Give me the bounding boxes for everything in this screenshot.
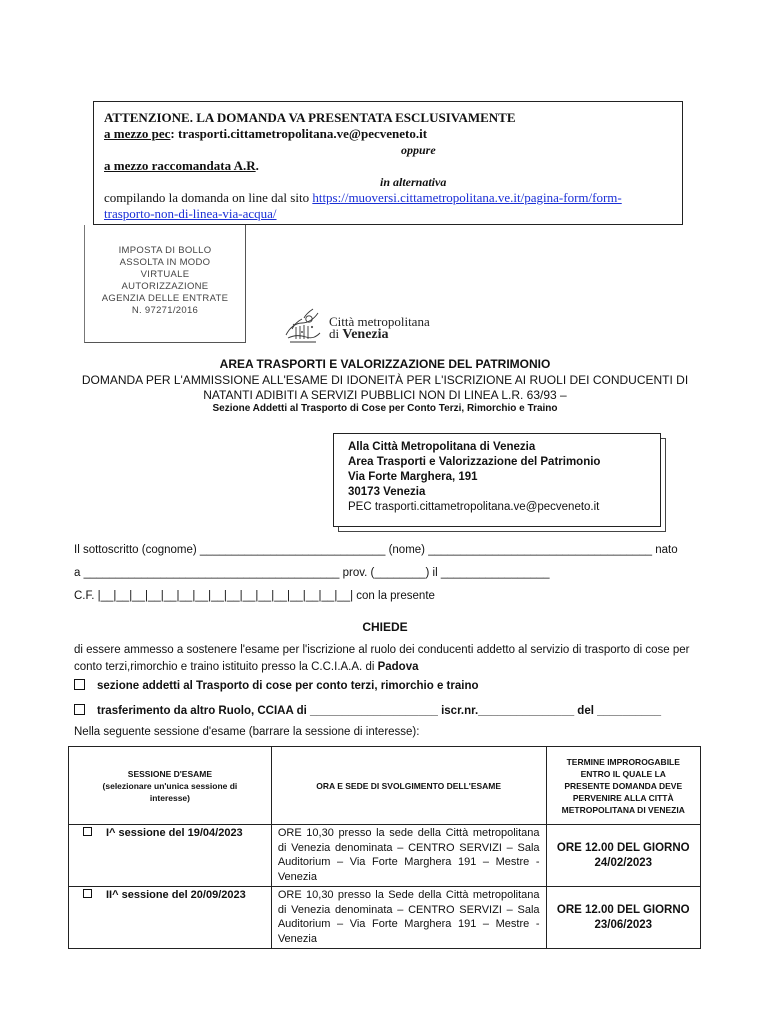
session-intro: Nella seguente sessione d'esame (barrare la sessione di interesse): (74, 726, 420, 738)
deadline-date: 24/02/2023 (594, 856, 653, 869)
attention-box (93, 101, 683, 225)
domanda-line2: NATANTI ADIBITI A SERVIZI PUBBLICI NON DI LINEA L.R. 63/93 – (203, 388, 567, 402)
header-place: ORA E SEDE DI SVOLGIMENTO DELL'ESAME (271, 747, 546, 825)
city-logo (282, 305, 462, 345)
section-subtitle: Sezione Addetti al Trasporto di Cose per Conto Terzi, Rimorchio e Traino (212, 403, 558, 414)
attention-link-line2 (104, 206, 672, 222)
attention-online-line (104, 190, 672, 206)
raccomandata-label: a mezzo raccomandata A.R (104, 158, 256, 173)
domanda-line1: DOMANDA PER L'AMMISSIONE ALL'ESAME DI IDONEITÀ PER L'ISCRIZIONE AI RUOLI DEI CONDUCENTI DI (81, 373, 689, 387)
stamp-line: N. 97271/2016 (131, 305, 199, 316)
deadline-text: ORE 12.00 DEL GIORNO (556, 841, 690, 854)
checkbox-icon[interactable] (74, 704, 85, 715)
request-text: di essere ammesso a sostenere l'esame per l'iscrizione al ruolo dei conducenti addetto al servizio di trasporto di cose per conto terzi,rimorchio e traino istituito presso la C.C.I.A.A. di (74, 644, 690, 673)
checkbox-icon[interactable] (83, 889, 92, 898)
sessions-table (68, 746, 701, 949)
deadline-text: ORE 12.00 DEL GIORNO (556, 903, 690, 916)
address-line: Alla Città Metropolitana di Venezia (348, 441, 536, 453)
table-row (69, 825, 701, 887)
raccomandata-end: . (255, 158, 259, 173)
form-link-continued[interactable]: trasporto-non-di-linea-via-acqua/ (104, 206, 277, 221)
address-line: Via Forte Marghera, 191 (348, 471, 478, 483)
table-row (69, 887, 701, 949)
deadline-cell (546, 887, 700, 949)
address-box (333, 433, 661, 527)
header-text: METROPOLITANA DI VENEZIA (561, 804, 685, 815)
attention-title: ATTENZIONE. LA DOMANDA VA PRESENTATA ESCLUSIVAMENTE (104, 110, 516, 125)
header-session (69, 747, 272, 825)
logo-line2 (329, 328, 430, 341)
place-cell: ORE 10,30 presso la Sede della Città metropolitana di Venezia denominata – CENTRO SERVIZI – Sala Auditorium – Via Forte Marghera 191 – Mestre - Venezia (271, 887, 546, 949)
deadline-cell (546, 825, 700, 887)
option-label: trasferimento da altro Ruolo, CCIAA di ____________________ iscr.nr._______________ del __________ (97, 705, 662, 717)
request-city: Padova (377, 661, 419, 673)
session-cell[interactable] (69, 887, 272, 949)
header-text: SESSIONE D'ESAME (127, 768, 213, 779)
address-line: 30173 Venezia (348, 486, 426, 498)
option-transfer-checkbox[interactable] (74, 704, 661, 717)
online-text: compilando la domanda on line dal sito (104, 190, 313, 205)
address-line: Area Trasporti e Valorizzazione del Patrimonio (348, 456, 601, 468)
chiede-heading: CHIEDE (362, 620, 408, 634)
stamp-line: AGENZIA DELLE ENTRATE (101, 293, 229, 304)
header-text: interesse) (149, 792, 190, 803)
form-link[interactable]: https://muoversi.cittametropolitana.ve.it/pagina-form/form- (312, 190, 622, 205)
stamp-line: IMPOSTA DI BOLLO (118, 245, 212, 256)
oppure-label: oppure (401, 143, 436, 157)
header-text: (selezionare un'unica sessione di (102, 780, 238, 791)
table-header-row (69, 747, 701, 825)
session-label: I^ sessione del 19/04/2023 (106, 827, 243, 839)
place-cell: ORE 10,30 presso la sede della Città metropolitana di Venezia denominata – CENTRO SERVIZI – Sala Auditorium – Via Forte Marghera 191 – Mestre - Venezia (271, 825, 546, 887)
fiscal-code-field[interactable]: C.F. |__|__|__|__|__|__|__|__|__|__|__|__|__|__|__|__| con la presente (74, 590, 435, 602)
pec-label: a mezzo pec (104, 126, 171, 141)
stamp-line: AUTORIZZAZIONE (121, 281, 209, 292)
session-label: II^ sessione del 20/09/2023 (106, 889, 246, 901)
logo-line1: Città metropolitana (329, 314, 430, 329)
stamp-line: ASSOLTA IN MODO (119, 257, 211, 268)
attention-raccomandata-line (104, 158, 672, 174)
birthplace-field[interactable]: a ________________________________________ prov. (________) il _________________ (74, 567, 550, 579)
header-text: PRESENTE DOMANDA DEVE (564, 780, 683, 791)
alternativa-label: in alternativa (380, 175, 447, 189)
area-heading: AREA TRASPORTI E VALORIZZAZIONE DEL PATRIMONIO (219, 357, 551, 371)
option-label: sezione addetti al Trasporto di cose per conto terzi, rimorchio e traino (97, 680, 479, 692)
logo-di: di (329, 326, 343, 341)
logo-text (329, 316, 430, 341)
lion-emblem-icon (282, 305, 324, 345)
tax-stamp-box (84, 225, 246, 343)
attention-pec-line (104, 126, 672, 142)
header-text: ENTRO IL QUALE LA (580, 768, 666, 779)
option-section-checkbox[interactable] (74, 679, 479, 692)
header-text: TERMINE IMPROROGABILE (566, 756, 680, 767)
logo-city: Venezia (342, 327, 389, 342)
stamp-line: VIRTUALE (140, 269, 190, 280)
header-text: PERVENIRE ALLA CITTÀ (572, 792, 674, 803)
address-pec: PEC trasporti.cittametropolitana.ve@pecveneto.it (348, 501, 600, 513)
pec-value: : trasporti.cittametropolitana.ve@pecveneto.it (170, 126, 428, 141)
domanda-heading (0, 373, 770, 403)
checkbox-icon[interactable] (83, 827, 92, 836)
surname-name-field[interactable]: Il sottoscritto (cognome) _____________________________ (nome) ___________________________________ nato (74, 544, 678, 556)
deadline-date: 23/06/2023 (594, 918, 653, 931)
header-deadline (546, 747, 700, 825)
session-cell[interactable] (69, 825, 272, 887)
request-paragraph (74, 642, 702, 676)
checkbox-icon[interactable] (74, 679, 85, 690)
